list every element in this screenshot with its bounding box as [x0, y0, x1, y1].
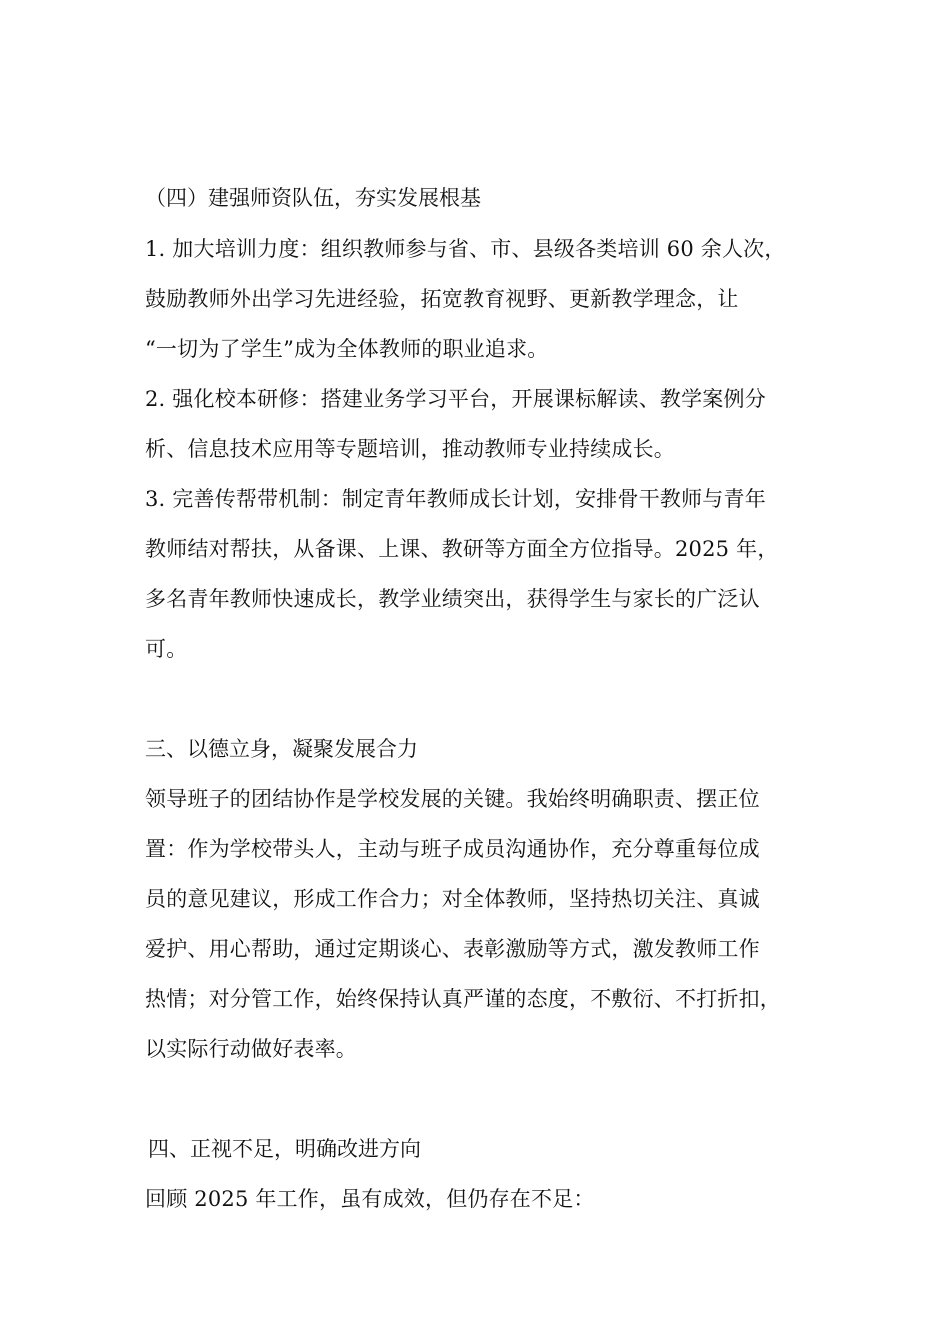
section-three-heading: 三、以德立身，凝聚发展合力	[145, 737, 418, 761]
section-four-line-1: 回顾 2025 年工作，虽有成效，但仍存在不足：	[145, 1187, 595, 1211]
item1-line-2: 鼓励教师外出学习先进经验，拓宽教育视野、更新教学理念，让	[145, 287, 739, 311]
section-three-line-2: 置：作为学校带头人，主动与班子成员沟通协作，充分尊重每位成	[145, 837, 760, 861]
section-four-heading: 四、正视不足，明确改进方向	[148, 1137, 421, 1161]
item3-line-3: 多名青年教师快速成长，教学业绩突出，获得学生与家长的广泛认	[145, 587, 760, 611]
item3-line-4: 可。	[145, 637, 188, 661]
item3-line-1: 3. 完善传帮带机制：制定青年教师成长计划，安排骨干教师与青年	[145, 487, 766, 511]
item2-line-2: 析、信息技术应用等专题培训，推动教师专业持续成长。	[145, 437, 675, 461]
item3-line-2: 教师结对帮扶，从备课、上课、教研等方面全方位指导。2025 年，	[145, 537, 779, 561]
section-three-line-3: 员的意见建议，形成工作合力；对全体教师，坚持热切关注、真诚	[145, 887, 760, 911]
subsection-heading: （四）建强师资队伍，夯实发展根基	[145, 186, 481, 210]
item1-line-1: 1. 加大培训力度：组织教师参与省、市、县级各类培训 60 余人次，	[145, 237, 786, 261]
section-three-line-1: 领导班子的团结协作是学校发展的关键。我始终明确职责、摆正位	[145, 787, 760, 811]
section-three-line-5: 热情；对分管工作，始终保持认真严谨的态度，不敷衍、不打折扣，	[145, 987, 781, 1011]
section-three-line-6: 以实际行动做好表率。	[145, 1037, 357, 1061]
section-three-line-4: 爱护、用心帮助，通过定期谈心、表彰激励等方式，激发教师工作	[145, 937, 760, 961]
item2-line-1: 2. 强化校本研修：搭建业务学习平台，开展课标解读、教学案例分	[145, 387, 766, 411]
item1-line-3: “一切为了学生”成为全体教师的职业追求。	[145, 337, 549, 361]
